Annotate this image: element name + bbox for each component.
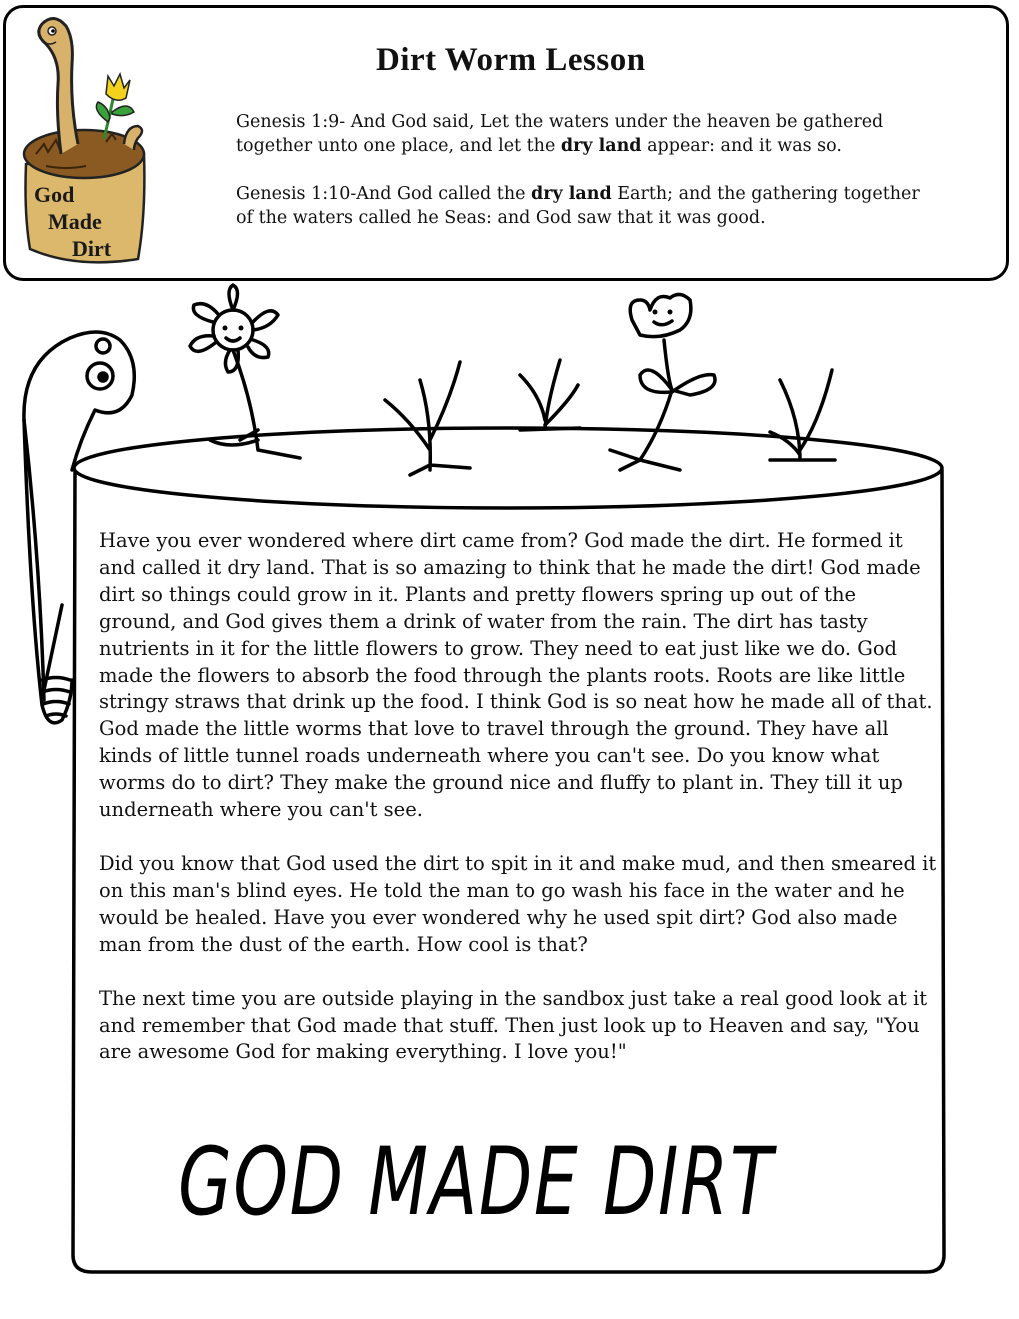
sprout-icon: [385, 362, 470, 475]
leaf-icon: [96, 102, 110, 122]
header-box: [3, 5, 1009, 281]
worm-icon: [39, 18, 78, 154]
footer-title: GOD MADE DIRT: [178, 1128, 774, 1237]
tulip-icon: [106, 74, 130, 100]
verse-genesis-1-10: Genesis 1:10-And God called the dry land Earth; and the gathering together of the waters called he Seas: and God saw that it was good.: [236, 184, 920, 228]
paragraph-2: Did you know that God used the dirt to spit in it and make mud, and then smeared it on this man's blind eyes. He told the man to go wash his face in the water and he would be healed. Have you ever wondered why he used spit dirt? God also made man from the dust of the earth. How cool is that?: [99, 851, 937, 956]
pot-rim-outline: [74, 428, 942, 508]
page-title: Dirt Worm Lesson: [376, 42, 646, 78]
logo-line-3: Dirt: [72, 236, 112, 261]
tulip-flower-icon: [610, 294, 715, 470]
daisy-flower-icon: [190, 285, 300, 458]
worm-eye-icon: [87, 363, 113, 389]
paragraph-3: The next time you are outside playing in the sandbox just take a real good look at it and remember that God made that stuff. Then just look up to Heaven and say, "You are awesome God for making everything. I love you!": [99, 986, 928, 1064]
logo-line-1: God: [34, 182, 75, 207]
paragraph-1: Have you ever wondered where dirt came from? God made the dirt. He formed it and called it dry land. That is so amazing to think that he made the dirt! God made dirt so things could grow in it. Plants and pretty flowers spring up out of the ground, and God gives them a drink of water from the rain. The dirt has tasty nutrients in it for the little flowers to grow. They need to eat just like we do. God made the flowers to absorb the food through the plants roots. Roots are like little stringy straws that drink up the food. I think God is so neat how he made all of that. God made the little worms that love to travel through the ground. They have all kinds of little tunnel roads underneath where you can't see. Do you know what worms do to dirt? They make the ground nice and fluffy to plant in. They till it up underneath where you can't see.: [99, 529, 933, 822]
logo-line-2: Made: [48, 209, 102, 234]
lesson-body: [99, 528, 939, 1093]
sprout-icon: [520, 360, 580, 430]
sprout-icon: [770, 370, 835, 460]
verse-genesis-1-9: Genesis 1:9- And God said, Let the waters under the heaven be gathered together unto one place, and let the dry land appear: and it was so.: [236, 112, 884, 156]
